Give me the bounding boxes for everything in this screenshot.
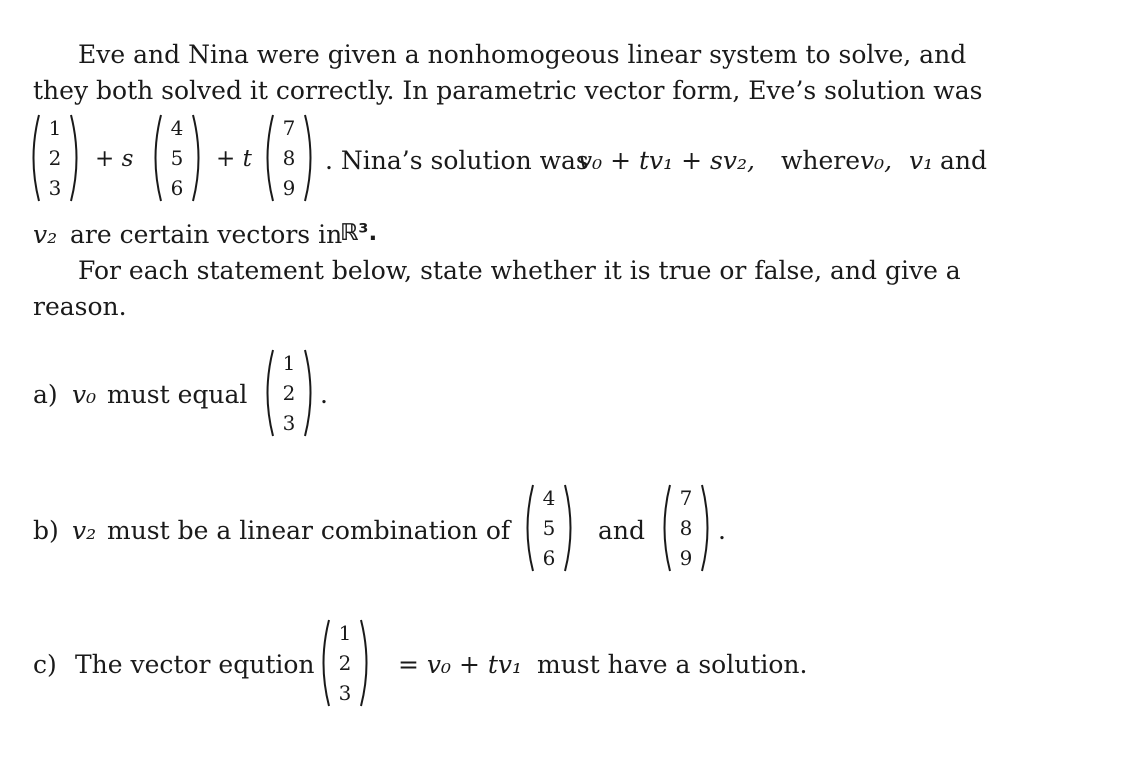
vector-entry: 3 [338,681,352,705]
statement-a-var: v₀ [72,380,97,409]
intro-line-2: they both solved it correctly. In parametric vector form, Eve’s solution was [33,76,983,105]
vector-entry: 4 [170,116,184,140]
intro-line-1: Eve and Nina were given a nonhomogeous linear system to solve, and [78,40,967,69]
v0-label: v₀, [860,146,893,175]
nina-expression: v₀ + tv₁ + sv₂, [578,146,755,175]
statement-c-vector [318,617,372,709]
vector-entry: 6 [170,176,184,200]
v1-label: v₁ [909,146,934,175]
vector-entry: 4 [542,486,556,510]
statement-b-label: b) [33,516,59,545]
statement-a-text: must equal [107,380,248,409]
statement-b-text: must be a linear combination of [107,516,511,545]
statement-a-end: . [320,380,328,409]
vector-entry: 6 [542,546,556,570]
vector-entry: 8 [282,146,296,170]
vector-entry: 9 [282,176,296,200]
statement-b-end: . [718,516,726,545]
instructions-line-2: reason. [33,292,127,321]
vector-entry: 3 [282,411,296,435]
vector-entry: 5 [170,146,184,170]
statement-a-label: a) [33,380,58,409]
vector-entry: 1 [48,116,62,140]
nina-sentence: . Nina’s solution was [325,146,589,175]
eve-vector-v789 [262,112,316,204]
certain-vectors-text: are certain vectors in [70,220,343,249]
statement-b-and: and [598,516,646,545]
vector-entry: 7 [679,486,693,510]
statement-c-tail: must have a solution. [537,650,808,679]
plus-s: + s [95,146,134,172]
vector-entry: 9 [679,546,693,570]
vector-entry: 8 [679,516,693,540]
statement-c-text: The vector eqution [75,650,315,679]
statement-a-vector [262,347,316,439]
instructions-line-1: For each statement below, state whether it is true or false, and give a [78,256,961,285]
where-word: where [781,146,861,175]
vector-entry: 7 [282,116,296,140]
and-word: and [940,146,988,175]
vector-entry: 2 [282,381,296,405]
vector-entry: 1 [338,621,352,645]
eve-vector-v123 [28,112,82,204]
vector-entry: 1 [282,351,296,375]
statement-b-var: v₂ [72,516,97,545]
statement-b-vector-2 [659,482,713,574]
real-space-r3: ℝ³. [340,220,378,246]
vector-entry: 2 [338,651,352,675]
eve-vector-v456 [150,112,204,204]
vector-entry: 3 [48,176,62,200]
statement-c-equation: = v₀ + tv₁ [398,650,523,679]
vector-entry: 2 [48,146,62,170]
vector-entry: 5 [542,516,556,540]
statement-c-label: c) [33,650,57,679]
statement-b-vector-1 [522,482,576,574]
v2-label: v₂ [33,220,58,249]
plus-t: + t [216,146,252,172]
